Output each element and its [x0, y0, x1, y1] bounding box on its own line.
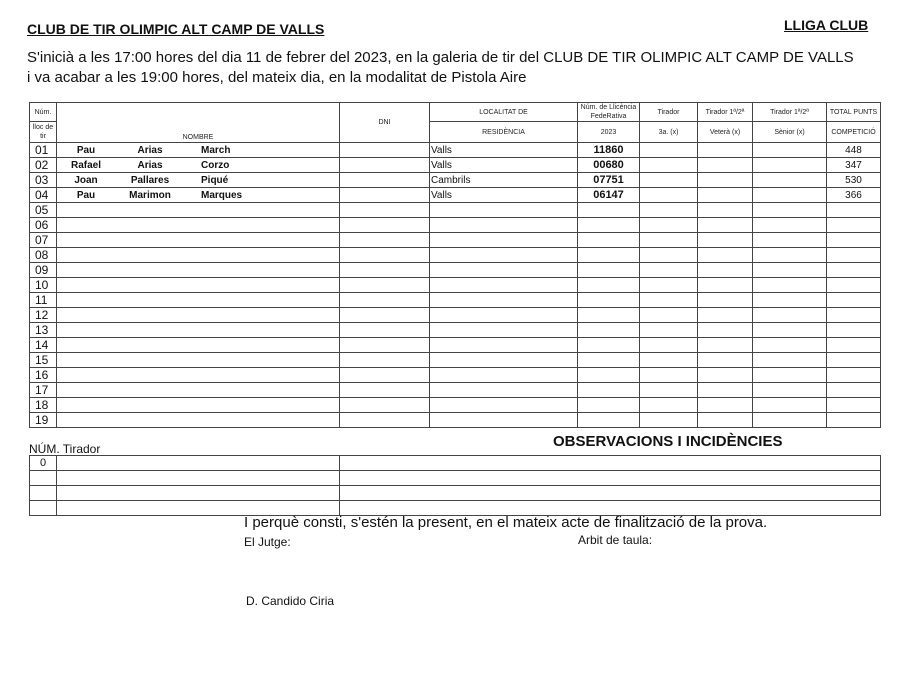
locality-cell	[430, 323, 578, 338]
locality-cell	[430, 218, 578, 233]
points-cell	[827, 398, 881, 413]
veteran-cell	[698, 308, 753, 323]
senior-cell	[753, 293, 827, 308]
locality-cell	[430, 398, 578, 413]
row-number: 14	[30, 338, 57, 353]
shooter-name	[57, 413, 340, 428]
locality-cell	[430, 248, 578, 263]
shooter-3a-cell	[640, 233, 698, 248]
table-row	[30, 368, 881, 383]
observation-shooter	[57, 456, 340, 471]
closing-statement: I perquè consti, s'estén la present, en el mateix acte de finalització de la prova.	[244, 514, 768, 531]
points-cell	[827, 218, 881, 233]
table-row	[30, 353, 881, 368]
second-surname: Marques	[201, 189, 243, 201]
table-row	[30, 233, 881, 248]
dni-cell	[340, 308, 430, 323]
table-row	[30, 158, 881, 173]
league-label: LLIGA CLUB	[784, 17, 869, 33]
row-number: 03	[30, 173, 57, 188]
header-veteran-top: Tirador 1ª/2ª	[698, 103, 753, 122]
shooter-name	[57, 233, 340, 248]
observation-num: 0	[30, 456, 57, 471]
veteran-cell	[698, 383, 753, 398]
row-number: 11	[30, 293, 57, 308]
shooter-3a-cell	[640, 338, 698, 353]
table-row	[30, 398, 881, 413]
shooter-name	[57, 143, 340, 158]
row-number: 05	[30, 203, 57, 218]
points-cell: 366	[827, 188, 881, 203]
senior-cell	[753, 248, 827, 263]
table-row	[30, 173, 881, 188]
locality-cell	[430, 413, 578, 428]
locality-cell: Valls	[430, 158, 578, 173]
locality-cell	[430, 293, 578, 308]
header-shooter-top: Tirador	[640, 103, 698, 122]
senior-cell	[753, 143, 827, 158]
veteran-cell	[698, 188, 753, 203]
table-row	[30, 188, 881, 203]
first-surname: Marimon	[129, 189, 171, 201]
table-row	[30, 338, 881, 353]
shooter-name	[57, 173, 340, 188]
shooter-name	[57, 263, 340, 278]
license-cell	[578, 263, 640, 278]
observation-row	[30, 486, 881, 501]
license-cell	[578, 323, 640, 338]
points-cell	[827, 233, 881, 248]
license-cell	[578, 338, 640, 353]
shooter-name	[57, 338, 340, 353]
shooter-3a-cell	[640, 143, 698, 158]
dni-cell	[340, 293, 430, 308]
shooter-3a-cell	[640, 323, 698, 338]
dni-cell	[340, 413, 430, 428]
header-senior-top: Tirador 1ª/2ª	[753, 103, 827, 122]
license-cell: 00680	[578, 158, 640, 173]
points-cell	[827, 368, 881, 383]
judge-name: D. Candido Ciria	[246, 594, 335, 608]
veteran-cell	[698, 338, 753, 353]
header-name: NOMBRE	[57, 103, 340, 143]
dni-cell	[340, 173, 430, 188]
observations-table	[29, 455, 881, 516]
license-cell: 07751	[578, 173, 640, 188]
dni-cell	[340, 368, 430, 383]
veteran-cell	[698, 353, 753, 368]
points-cell: 347	[827, 158, 881, 173]
veteran-cell	[698, 158, 753, 173]
shooter-3a-cell	[640, 203, 698, 218]
first-name: Rafael	[70, 159, 101, 171]
veteran-cell	[698, 218, 753, 233]
dni-cell	[340, 323, 430, 338]
veteran-cell	[698, 143, 753, 158]
header-dni: DNI	[340, 103, 430, 143]
header-locality-top: LOCALITAT DE	[430, 103, 578, 122]
senior-cell	[753, 263, 827, 278]
license-cell	[578, 368, 640, 383]
arbit-label: Arbit de taula:	[578, 533, 653, 547]
header-locality-bottom: RESIDÈNCIA	[430, 122, 578, 143]
row-number: 07	[30, 233, 57, 248]
locality-cell	[430, 203, 578, 218]
row-number: 04	[30, 188, 57, 203]
shooter-3a-cell	[640, 218, 698, 233]
license-cell	[578, 203, 640, 218]
row-number: 13	[30, 323, 57, 338]
table-row	[30, 308, 881, 323]
locality-cell	[430, 338, 578, 353]
first-surname: Arias	[137, 159, 163, 171]
header-num-top: Núm.	[30, 103, 57, 122]
senior-cell	[753, 353, 827, 368]
shooter-name	[57, 323, 340, 338]
row-number: 18	[30, 398, 57, 413]
license-cell	[578, 278, 640, 293]
license-cell	[578, 218, 640, 233]
second-surname: March	[201, 144, 231, 156]
first-surname: Pallares	[130, 174, 170, 186]
row-number: 19	[30, 413, 57, 428]
shooter-name	[57, 158, 340, 173]
dni-cell	[340, 353, 430, 368]
header-points-bottom: COMPETICIÓ	[827, 122, 881, 143]
veteran-cell	[698, 263, 753, 278]
points-cell	[827, 353, 881, 368]
license-cell: 11860	[578, 143, 640, 158]
senior-cell	[753, 173, 827, 188]
shooter-3a-cell	[640, 293, 698, 308]
license-cell: 06147	[578, 188, 640, 203]
first-name: Joan	[74, 174, 98, 186]
observations-num-label: NÚM. Tirador	[29, 442, 101, 456]
table-row	[30, 218, 881, 233]
senior-cell	[753, 218, 827, 233]
table-row	[30, 143, 881, 158]
senior-cell	[753, 233, 827, 248]
veteran-cell	[698, 248, 753, 263]
first-name: Pau	[76, 189, 96, 201]
table-row	[30, 383, 881, 398]
locality-cell	[430, 263, 578, 278]
veteran-cell	[698, 398, 753, 413]
license-cell	[578, 248, 640, 263]
row-number: 01	[30, 143, 57, 158]
senior-cell	[753, 413, 827, 428]
row-number: 12	[30, 308, 57, 323]
senior-cell	[753, 308, 827, 323]
senior-cell	[753, 383, 827, 398]
shooter-3a-cell	[640, 353, 698, 368]
shooter-3a-cell	[640, 278, 698, 293]
table-row	[30, 248, 881, 263]
results-table	[29, 102, 881, 428]
dni-cell	[340, 188, 430, 203]
shooter-name	[57, 248, 340, 263]
locality-cell	[430, 368, 578, 383]
senior-cell	[753, 203, 827, 218]
shooter-3a-cell	[640, 188, 698, 203]
header-shooter-bottom: 3a. (x)	[640, 122, 698, 143]
row-number: 02	[30, 158, 57, 173]
second-surname: Piqué	[201, 174, 229, 186]
row-number: 15	[30, 353, 57, 368]
veteran-cell	[698, 293, 753, 308]
veteran-cell	[698, 233, 753, 248]
license-cell	[578, 353, 640, 368]
locality-cell	[430, 233, 578, 248]
header-row-top	[30, 103, 881, 122]
shooter-3a-cell	[640, 263, 698, 278]
header-points-top: TOTAL PUNTS	[827, 103, 881, 122]
senior-cell	[753, 323, 827, 338]
first-name: Pau	[76, 144, 96, 156]
document-title: CLUB DE TIR OLIMPIC ALT CAMP DE VALLS	[27, 21, 325, 37]
license-cell	[578, 413, 640, 428]
dni-cell	[340, 398, 430, 413]
points-cell	[827, 278, 881, 293]
veteran-cell	[698, 173, 753, 188]
judge-label: El Jutge:	[244, 535, 291, 549]
table-row	[30, 293, 881, 308]
points-cell	[827, 263, 881, 278]
points-cell	[827, 203, 881, 218]
veteran-cell	[698, 203, 753, 218]
observation-row	[30, 456, 881, 471]
shooter-name	[57, 398, 340, 413]
shooter-3a-cell	[640, 158, 698, 173]
points-cell	[827, 413, 881, 428]
senior-cell	[753, 158, 827, 173]
senior-cell	[753, 398, 827, 413]
header-num-bottom: lloc de tir	[30, 122, 57, 143]
license-cell	[578, 398, 640, 413]
shooter-name	[57, 188, 340, 203]
license-cell	[578, 233, 640, 248]
row-number: 09	[30, 263, 57, 278]
locality-cell	[430, 353, 578, 368]
observation-row	[30, 471, 881, 486]
points-cell	[827, 383, 881, 398]
dni-cell	[340, 248, 430, 263]
license-cell	[578, 383, 640, 398]
dni-cell	[340, 203, 430, 218]
intro-line-2: i va acabar a les 19:00 hores, del mateix dia, en la modalitat de Pistola Aire	[27, 69, 527, 86]
locality-cell: Cambrils	[430, 173, 578, 188]
license-cell	[578, 308, 640, 323]
veteran-cell	[698, 323, 753, 338]
locality-cell	[430, 278, 578, 293]
dni-cell	[340, 278, 430, 293]
shooter-3a-cell	[640, 173, 698, 188]
table-row	[30, 278, 881, 293]
dni-cell	[340, 143, 430, 158]
table-row	[30, 413, 881, 428]
shooter-name	[57, 278, 340, 293]
points-cell: 448	[827, 143, 881, 158]
points-cell	[827, 338, 881, 353]
row-number: 16	[30, 368, 57, 383]
veteran-cell	[698, 368, 753, 383]
header-senior-bottom: Sènior (x)	[753, 122, 827, 143]
license-cell	[578, 293, 640, 308]
shooter-3a-cell	[640, 368, 698, 383]
dni-cell	[340, 383, 430, 398]
observations-title: OBSERVACIONS I INCIDÈNCIES	[553, 433, 783, 450]
points-cell: 530	[827, 173, 881, 188]
dni-cell	[340, 233, 430, 248]
shooter-name	[57, 203, 340, 218]
shooter-3a-cell	[640, 248, 698, 263]
senior-cell	[753, 188, 827, 203]
shooter-3a-cell	[640, 413, 698, 428]
header-license-bottom: 2023	[578, 122, 640, 143]
header-license-top: Núm. de Llicència FedeRativa	[578, 103, 640, 122]
senior-cell	[753, 338, 827, 353]
dni-cell	[340, 158, 430, 173]
senior-cell	[753, 368, 827, 383]
veteran-cell	[698, 278, 753, 293]
row-number: 10	[30, 278, 57, 293]
observation-text	[340, 456, 881, 471]
points-cell	[827, 323, 881, 338]
senior-cell	[753, 278, 827, 293]
points-cell	[827, 293, 881, 308]
row-number: 08	[30, 248, 57, 263]
dni-cell	[340, 218, 430, 233]
points-cell	[827, 248, 881, 263]
header-veteran-bottom: Veterà (x)	[698, 122, 753, 143]
points-cell	[827, 308, 881, 323]
table-row	[30, 203, 881, 218]
second-surname: Corzo	[201, 159, 230, 171]
dni-cell	[340, 338, 430, 353]
table-row	[30, 263, 881, 278]
locality-cell	[430, 383, 578, 398]
shooter-3a-cell	[640, 383, 698, 398]
locality-cell	[430, 308, 578, 323]
shooter-name	[57, 368, 340, 383]
intro-line-1: S'inicià a les 17:00 hores del dia 11 de febrer del 2023, en la galeria de tir del CLUB DE TIR OLIMPIC ALT CAMP DE VALLS	[27, 49, 854, 66]
dni-cell	[340, 263, 430, 278]
first-surname: Arias	[137, 144, 163, 156]
table-row	[30, 323, 881, 338]
row-number: 06	[30, 218, 57, 233]
shooter-3a-cell	[640, 398, 698, 413]
locality-cell: Valls	[430, 188, 578, 203]
shooter-name	[57, 218, 340, 233]
locality-cell: Valls	[430, 143, 578, 158]
shooter-name	[57, 293, 340, 308]
shooter-3a-cell	[640, 308, 698, 323]
shooter-name	[57, 308, 340, 323]
veteran-cell	[698, 413, 753, 428]
shooter-name	[57, 353, 340, 368]
row-number: 17	[30, 383, 57, 398]
shooter-name	[57, 383, 340, 398]
